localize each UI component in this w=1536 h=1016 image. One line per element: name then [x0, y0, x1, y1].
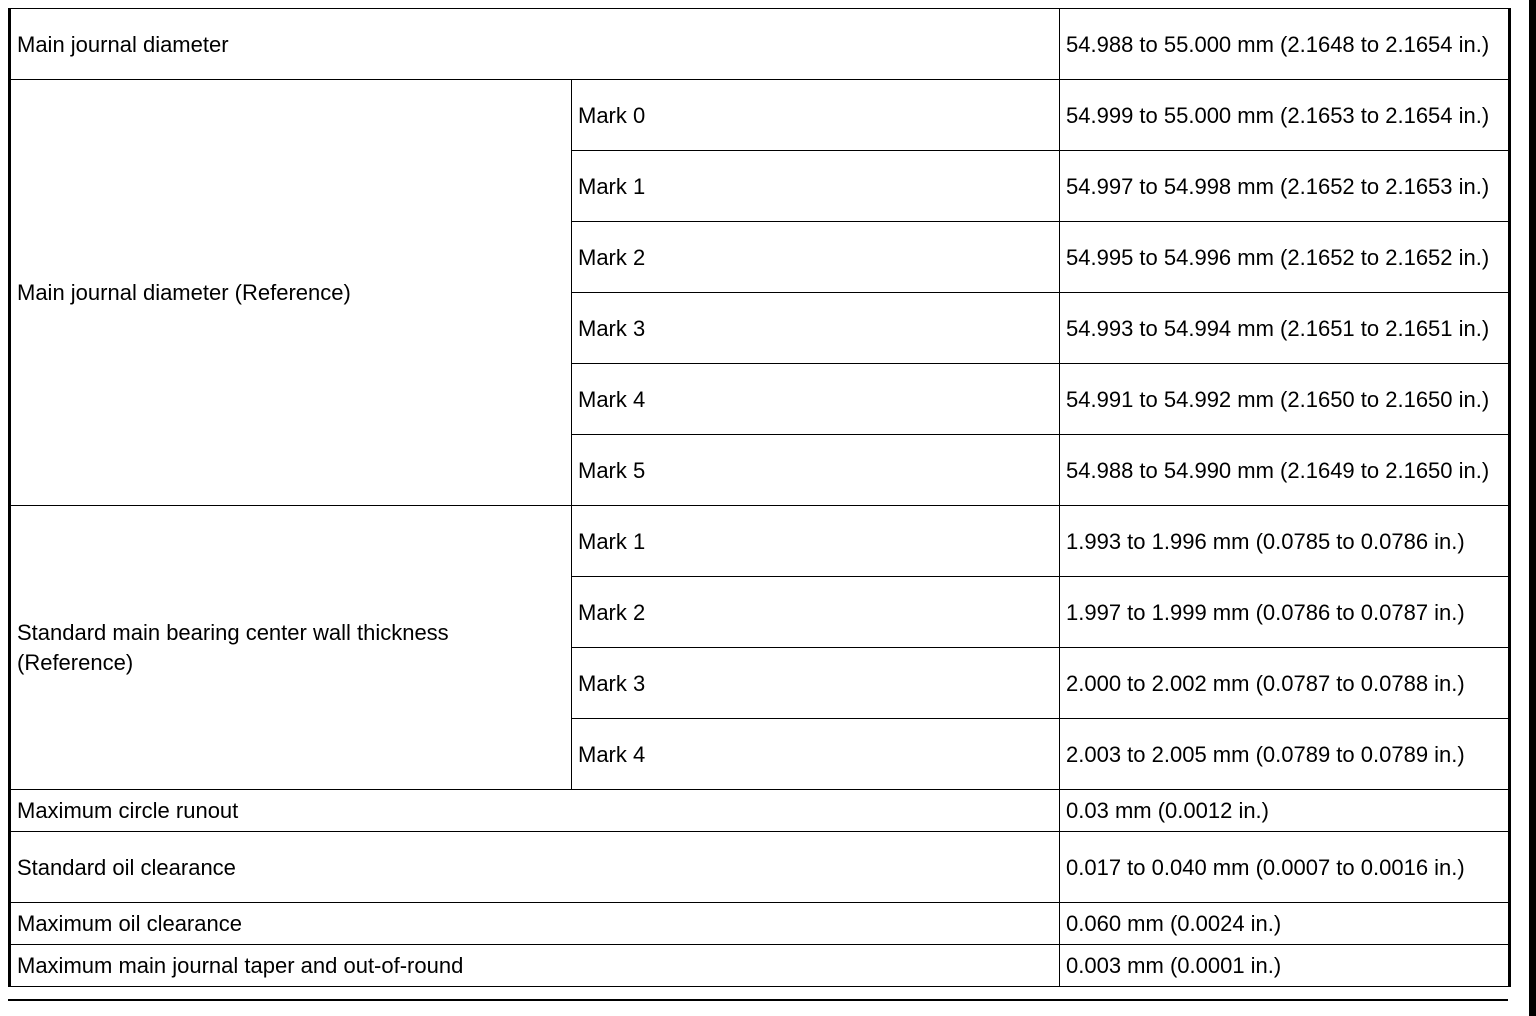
- spec-value: 2.003 to 2.005 mm (0.0789 to 0.0789 in.): [1060, 719, 1510, 790]
- spec-value: 54.999 to 55.000 mm (2.1653 to 2.1654 in.): [1060, 80, 1510, 151]
- mark-label: Mark 2: [572, 577, 1060, 648]
- mark-label: Mark 0: [572, 80, 1060, 151]
- spec-label: Maximum circle runout: [10, 790, 1060, 832]
- mark-label: Mark 3: [572, 293, 1060, 364]
- specification-table: [8, 8, 1511, 987]
- mark-label: Mark 5: [572, 435, 1060, 506]
- spec-value: 0.060 mm (0.0024 in.): [1060, 903, 1510, 945]
- table-row: [10, 506, 1510, 577]
- table-row: [10, 790, 1510, 832]
- mark-label: Mark 3: [572, 648, 1060, 719]
- table-row: [10, 9, 1510, 80]
- table-row: [10, 832, 1510, 903]
- spec-value: 0.03 mm (0.0012 in.): [1060, 790, 1510, 832]
- table-row: [10, 80, 1510, 151]
- spec-label: Maximum main journal taper and out-of-round: [10, 945, 1060, 987]
- spec-value: 54.997 to 54.998 mm (2.1652 to 2.1653 in.): [1060, 151, 1510, 222]
- spec-value: 1.993 to 1.996 mm (0.0785 to 0.0786 in.): [1060, 506, 1510, 577]
- spec-label: Main journal diameter: [10, 9, 1060, 80]
- mark-label: Mark 2: [572, 222, 1060, 293]
- mark-label: Mark 1: [572, 506, 1060, 577]
- right-edge-bar: [1529, 0, 1536, 1016]
- spec-value: 2.000 to 2.002 mm (0.0787 to 0.0788 in.): [1060, 648, 1510, 719]
- spec-value: 54.995 to 54.996 mm (2.1652 to 2.1652 in.): [1060, 222, 1510, 293]
- mark-label: Mark 4: [572, 364, 1060, 435]
- spec-label: Standard main bearing center wall thickness (Reference): [10, 506, 572, 790]
- spec-value: 54.988 to 55.000 mm (2.1648 to 2.1654 in.): [1060, 9, 1510, 80]
- spec-value: 54.991 to 54.992 mm (2.1650 to 2.1650 in.): [1060, 364, 1510, 435]
- table-row: [10, 945, 1510, 987]
- spec-value: 0.003 mm (0.0001 in.): [1060, 945, 1510, 987]
- spec-value: 54.993 to 54.994 mm (2.1651 to 2.1651 in.): [1060, 293, 1510, 364]
- spec-label: Maximum oil clearance: [10, 903, 1060, 945]
- spec-value: 1.997 to 1.999 mm (0.0786 to 0.0787 in.): [1060, 577, 1510, 648]
- spec-value: 54.988 to 54.990 mm (2.1649 to 2.1650 in.): [1060, 435, 1510, 506]
- spec-value: 0.017 to 0.040 mm (0.0007 to 0.0016 in.): [1060, 832, 1510, 903]
- mark-label: Mark 4: [572, 719, 1060, 790]
- mark-label: Mark 1: [572, 151, 1060, 222]
- table-row: [10, 903, 1510, 945]
- spec-label: Standard oil clearance: [10, 832, 1060, 903]
- spec-label: Main journal diameter (Reference): [10, 80, 572, 506]
- bottom-border-line: [8, 999, 1508, 1001]
